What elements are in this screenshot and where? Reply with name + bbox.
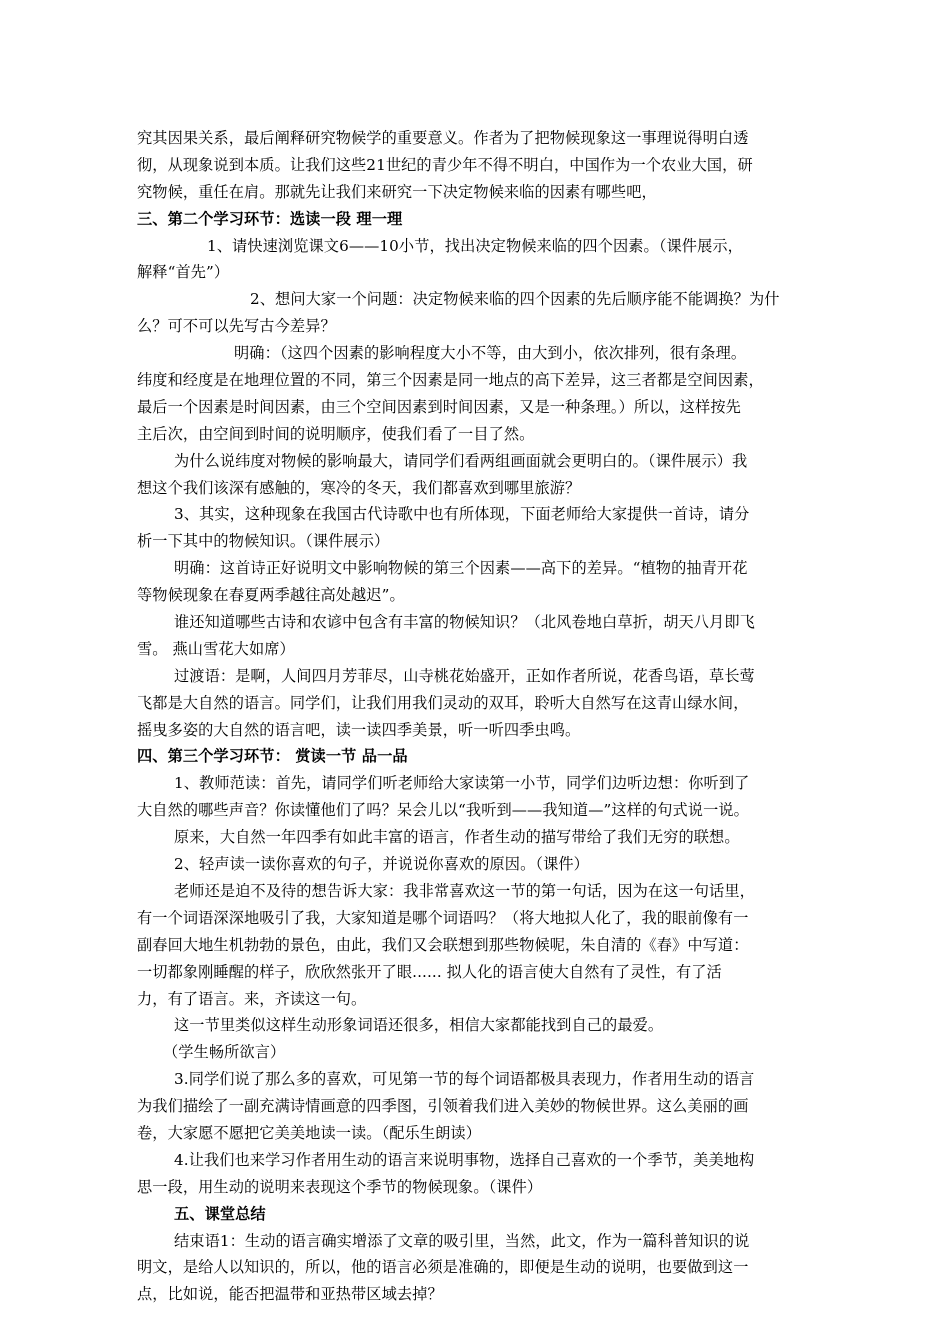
text-line: 等物候现象在春夏两季越往高处越迟”。	[137, 586, 405, 605]
text-line: 一切都象刚睡醒的样子，欣欣然张开了眼...... 拟人化的语言使大自然有了灵性，有了活	[137, 962, 722, 981]
text-line: 么？可不可以先写古今差异？	[137, 317, 336, 336]
text-line: 3、其实，这种现象在我国古代诗歌中也有所体现，下面老师给大家提供一首诗，请分	[174, 505, 750, 524]
text-line: 4.让我们也来学习作者用生动的语言来说明事物，选择自己喜欢的一个季节，美美地构	[174, 1150, 755, 1169]
text-line: 副春回大地生机勃勃的景色，由此，我们又会联想到那些物候呢，朱自清的《春》中写道：	[137, 935, 749, 954]
text-line: 解释“首先”）	[137, 263, 230, 282]
text-line: 纬度和经度是在地理位置的不同，第三个因素是同一地点的高下差异，这三者都是空间因素，	[137, 371, 764, 390]
text-line: （学生畅所欲言）	[163, 1043, 286, 1062]
text-line: 明确：这首诗正好说明文中影响物候的第三个因素——高下的差异。“植物的抽青开花	[174, 559, 748, 578]
text-line: 明文，是给人以知识的，所以，他的语言必须是准确的，即便是生动的说明，也要做到这一	[137, 1258, 749, 1277]
text-line: 卷，大家愿不愿把它美美地读一读。（配乐生朗读）	[137, 1123, 482, 1142]
text-line: 2、想问大家一个问题：决定物候来临的四个因素的先后顺序能不能调换？为什	[250, 290, 780, 309]
text-line: 为什么说纬度对物候的影响最大，请同学们看两组画面就会更明白的。（课件展示）我	[174, 451, 748, 470]
section-heading: 三、第二个学习环节：选读一段 理一理	[137, 209, 403, 228]
text-line: 力，有了语言。来，齐读这一句。	[137, 989, 367, 1008]
text-line: 明确：（这四个因素的影响程度大小不等，由大到小，依次排列，很有条理。	[234, 344, 747, 363]
text-line: 最后一个因素是时间因素，由三个空间因素到时间因素，又是一种条理。）所以，这样按先	[137, 397, 741, 416]
text-line: 原来，大自然一年四季有如此丰富的语言，作者生动的描写带给了我们无穷的联想。	[174, 828, 740, 847]
text-line: 为我们描绘了一副充满诗情画意的四季图，引领着我们进入美妙的物候世界。这么美丽的画	[137, 1097, 749, 1116]
text-line: 过渡语：是啊，人间四月芳菲尽，山寺桃花始盛开，正如作者所说，花香鸟语，草长莺	[174, 666, 755, 685]
section-heading: 五、课堂总结	[174, 1204, 266, 1223]
text-line: 主后次，由空间到时间的说明顺序，使我们看了一目了然。	[137, 424, 535, 443]
text-line: 大自然的哪些声音？你读懂他们了吗？呆会儿以“我听到——我知道—”这样的句式说一说。	[137, 801, 749, 820]
text-line: 析一下其中的物候知识。（课件展示）	[137, 532, 390, 551]
text-line: 飞都是大自然的语言。同学们，让我们用我们灵动的双耳，聆听大自然写在这青山绿水间，	[137, 693, 749, 712]
text-line: 究其因果关系，最后阐释研究物候学的重要意义。作者为了把物候现象这一事理说得明白透	[137, 129, 749, 147]
text-line: 1、请快速浏览课文6——10小节，找出决定物候来临的四个因素。（课件展示，	[207, 236, 743, 255]
lesson-plan-text	[137, 125, 815, 1308]
text-line: 摇曳多姿的大自然的语言吧，读一读四季美景，听一听四季虫鸣。	[137, 720, 581, 739]
text-line: 这一节里类似这样生动形象词语还很多，相信大家都能找到自己的最爱。	[174, 1016, 664, 1035]
text-line: 老师还是迫不及待的想告诉大家：我非常喜欢这一节的第一句话，因为在这一句话里，	[174, 881, 755, 900]
text-line: 3.同学们说了那么多的喜欢，可见第一节的每个词语都极具表现力，作者用生动的语言	[174, 1070, 755, 1089]
text-line: 2、轻声读一读你喜欢的句子，并说说你喜欢的原因。（课件）	[174, 855, 589, 874]
text-line: 彻，从现象说到本质。让我们这些21世纪的青少年不得不明白，中国作为一个农业大国，研	[137, 155, 753, 174]
text-line: 究物候，重任在肩。那就先让我们来研究一下决定物候来临的因素有哪些吧，	[137, 182, 657, 201]
text-line: 谁还知道哪些古诗和农谚中包含有丰富的物候知识？（北风卷地白草折，胡天八月即飞	[174, 613, 755, 632]
text-line: 有一个词语深深地吸引了我，大家知道是哪个词语吗？（将大地拟人化了，我的眼前像有一	[137, 908, 749, 927]
text-line: 点，比如说，能否把温带和亚热带区域去掉？	[137, 1285, 443, 1304]
text-line: 1、教师范读：首先，请同学们听老师给大家读第一小节，同学们边听边想：你听到了	[174, 774, 750, 793]
section-heading: 四、第三个学习环节： 赏读一节 品一品	[137, 747, 408, 766]
text-line: 想这个我们该深有感触的，寒冷的冬天，我们都喜欢到哪里旅游？	[137, 478, 581, 497]
text-line: 思一段，用生动的说明来表现这个季节的物候现象。（课件）	[137, 1177, 543, 1196]
text-line: 结束语1：生动的语言确实增添了文章的吸引里，当然，此文，作为一篇科普知识的说	[174, 1231, 750, 1250]
text-line: 雪。 燕山雪花大如席）	[137, 639, 295, 658]
